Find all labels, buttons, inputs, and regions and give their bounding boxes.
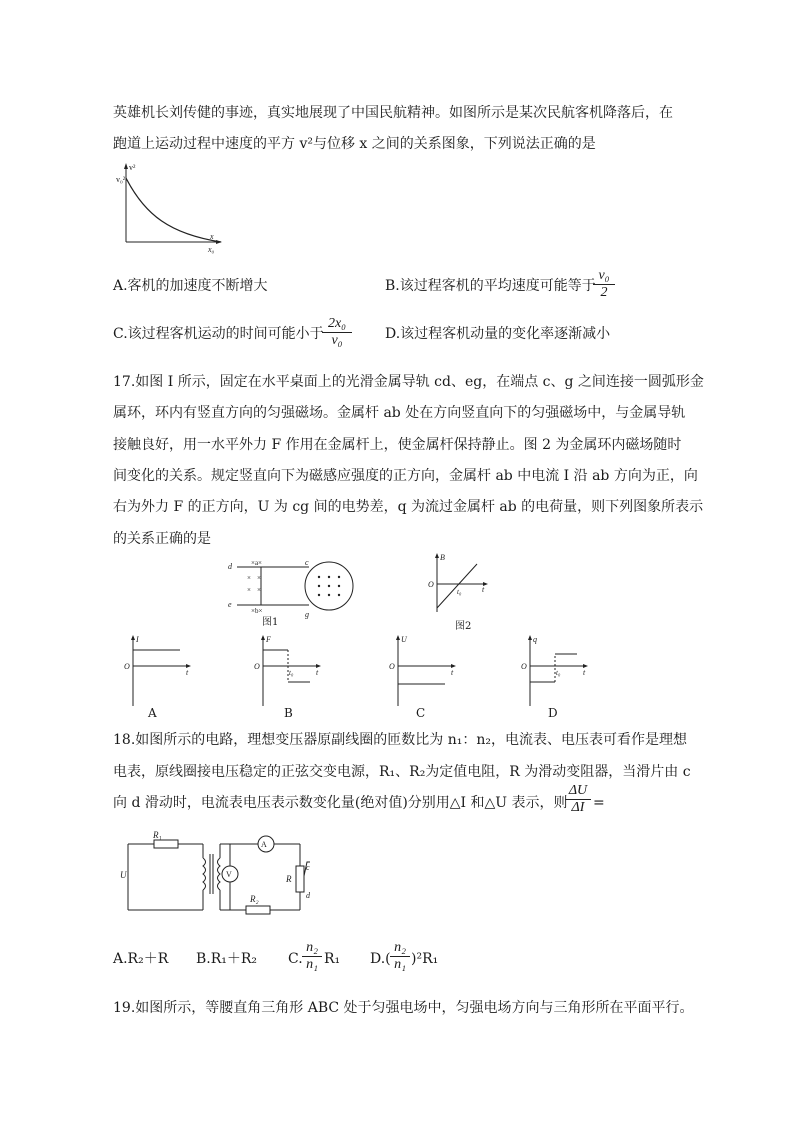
graph16-ylabel: v² bbox=[129, 163, 136, 172]
svg-text:t: t bbox=[583, 668, 586, 677]
svg-text:×: × bbox=[247, 574, 251, 582]
svg-text:d: d bbox=[306, 891, 310, 900]
q16-option-a: A.客机的加速度不断增大 bbox=[113, 278, 268, 294]
svg-text:O: O bbox=[124, 662, 130, 671]
svg-text:F: F bbox=[266, 635, 271, 644]
svg-text:×: × bbox=[247, 586, 251, 594]
q18-option-a: A.R₂＋R bbox=[113, 951, 169, 967]
q17-letter-d: D bbox=[548, 706, 558, 720]
svg-text:R: R bbox=[286, 874, 292, 884]
svg-text:U: U bbox=[401, 635, 407, 644]
q16-option-c: C.该过程客机运动的时间可能小于 bbox=[113, 326, 324, 342]
intro-line-2: 跑道上运动过程中速度的平方 v²与位移 x 之间的关系图象，下列说法正确的是 bbox=[113, 136, 596, 152]
q18-option-d-prefix: D.( bbox=[370, 951, 391, 967]
svg-text:q: q bbox=[533, 635, 537, 644]
svg-text:O: O bbox=[254, 662, 260, 671]
svg-text:O: O bbox=[389, 662, 395, 671]
fig1-caption: 图1 bbox=[262, 617, 279, 628]
q17-figure-1 bbox=[225, 555, 365, 630]
svg-text:×: × bbox=[257, 586, 261, 594]
fig2-caption: 图2 bbox=[455, 621, 472, 632]
fig2-t: t bbox=[482, 585, 485, 594]
fig2-B: B bbox=[440, 553, 445, 562]
intro-line-1: 英雄机长刘传健的事迹，真实地展现了中国民航精神。如图所示是某次民航客机降落后，在 bbox=[113, 105, 673, 121]
svg-text:R₂: R₂ bbox=[250, 894, 259, 904]
q18-option-c-fraction: $\frac{\text{n₂}}{\text{n₁}}$ bbox=[302, 940, 322, 973]
q17-letter-c: C bbox=[416, 706, 426, 720]
field-dots bbox=[318, 576, 340, 596]
q17-option-graph-c bbox=[383, 632, 463, 710]
fig1-b: ×b× bbox=[251, 607, 263, 615]
graph16-y0: v₀² bbox=[116, 175, 126, 184]
q18-option-c-suffix: R₁ bbox=[324, 951, 341, 967]
q16-c-fraction: $\frac{\text{2x₀}}{\text{v₀}}$ bbox=[322, 316, 352, 349]
q17-line-4: 间变化的关系。规定竖直向下为磁感应强度的正方向，金属杆 ab 中电流 I 沿 ab 方向为正，向 bbox=[113, 468, 698, 484]
q17-letter-a: A bbox=[148, 706, 157, 720]
q17-line-3: 接触良好，用一水平外力 F 作用在金属杆上，使金属杆保持静止。图 2 为金属环内磁场随时 bbox=[113, 437, 682, 453]
q16-b-fraction: $\frac{\text{v₀}}{2}$ bbox=[593, 268, 615, 301]
q18-line-2: 电表，原线圈接电压稳定的正弦交变电源，R₁、R₂为定值电阻，R 为滑动变阻器，当滑片由 c bbox=[113, 764, 691, 780]
svg-text:R₁: R₁ bbox=[153, 830, 162, 840]
svg-text:t: t bbox=[316, 668, 319, 677]
q16-option-d: D.该过程客机动量的变化率逐渐减小 bbox=[385, 326, 611, 342]
q18-circuit bbox=[118, 828, 318, 920]
svg-text:×: × bbox=[257, 574, 261, 582]
svg-text:O: O bbox=[521, 662, 527, 671]
svg-text:t: t bbox=[451, 668, 454, 677]
q17-option-graph-d bbox=[515, 632, 595, 710]
q18-option-b: B.R₁＋R₂ bbox=[196, 951, 258, 967]
fig1-c: c bbox=[305, 558, 309, 567]
fig2-t0: t₀ bbox=[457, 588, 462, 596]
q17-line-1: 17.如图 I 所示，固定在水平桌面上的光滑金属导轨 cd、eg，在端点 c、g 之间连接一圆弧形金 bbox=[113, 374, 704, 390]
fig1-g: g bbox=[305, 610, 309, 619]
fig1-a: ×a× bbox=[251, 559, 263, 567]
svg-text:t₀: t₀ bbox=[289, 669, 294, 677]
q17-line-5: 右为外力 F 的正方向，U 为 cg 间的电势差，q 为流过金属杆 ab 的电荷量，则下列图象所表示 bbox=[113, 499, 704, 515]
q19-line-1: 19.如图所示，等腰直角三角形 ABC 处于匀强电场中，匀强电场方向与三角形所在平面平行。 bbox=[113, 1000, 694, 1016]
q18-option-d-suffix: )²R₁ bbox=[411, 951, 439, 967]
q18-option-c-prefix: C. bbox=[288, 951, 303, 967]
q16-option-b: B.该过程客机的平均速度可能等于 bbox=[385, 278, 596, 294]
q18-line-3: 向 d 滑动时，电流表电压表示数变化量(绝对值)分别用△I 和△U 表示，则 bbox=[113, 795, 568, 811]
q18-equals: = bbox=[593, 795, 605, 811]
q17-letter-b: B bbox=[284, 706, 293, 720]
q17-line-2: 属环，环内有竖直方向的匀强磁场。金属杆 ab 处在方向竖直向下的匀强磁场中，与金属导轨 bbox=[113, 405, 686, 421]
fig1-d: d bbox=[228, 562, 232, 571]
q17-figure-2 bbox=[425, 552, 495, 617]
q18-option-d-fraction: $\frac{\text{n₂}}{\text{n₁}}$ bbox=[390, 940, 410, 973]
svg-text:t₀: t₀ bbox=[556, 669, 561, 677]
q17-line-6: 的关系正确的是 bbox=[113, 531, 211, 547]
svg-text:U: U bbox=[120, 870, 127, 880]
svg-text:V: V bbox=[226, 870, 232, 879]
q18-fraction: $\frac{\Delta U}{\Delta I}$ bbox=[565, 783, 591, 816]
graph16-xlabel: x bbox=[210, 232, 214, 241]
field-crosses bbox=[247, 574, 261, 594]
q17-option-graph-a bbox=[118, 632, 198, 710]
fig1-e: e bbox=[228, 600, 232, 609]
fig2-O: O bbox=[428, 580, 434, 589]
svg-text:t: t bbox=[186, 668, 189, 677]
v2-x-graph bbox=[105, 160, 235, 260]
graph16-x0: x₀ bbox=[208, 245, 215, 254]
svg-text:c: c bbox=[306, 863, 310, 872]
svg-text:I: I bbox=[136, 635, 139, 644]
svg-text:A: A bbox=[261, 840, 267, 849]
q17-option-graph-b bbox=[248, 632, 328, 710]
q18-line-1: 18.如图所示的电路，理想变压器原副线圈的匝数比为 n₁：n₂，电流表、电压表可看作是理想 bbox=[113, 732, 687, 748]
